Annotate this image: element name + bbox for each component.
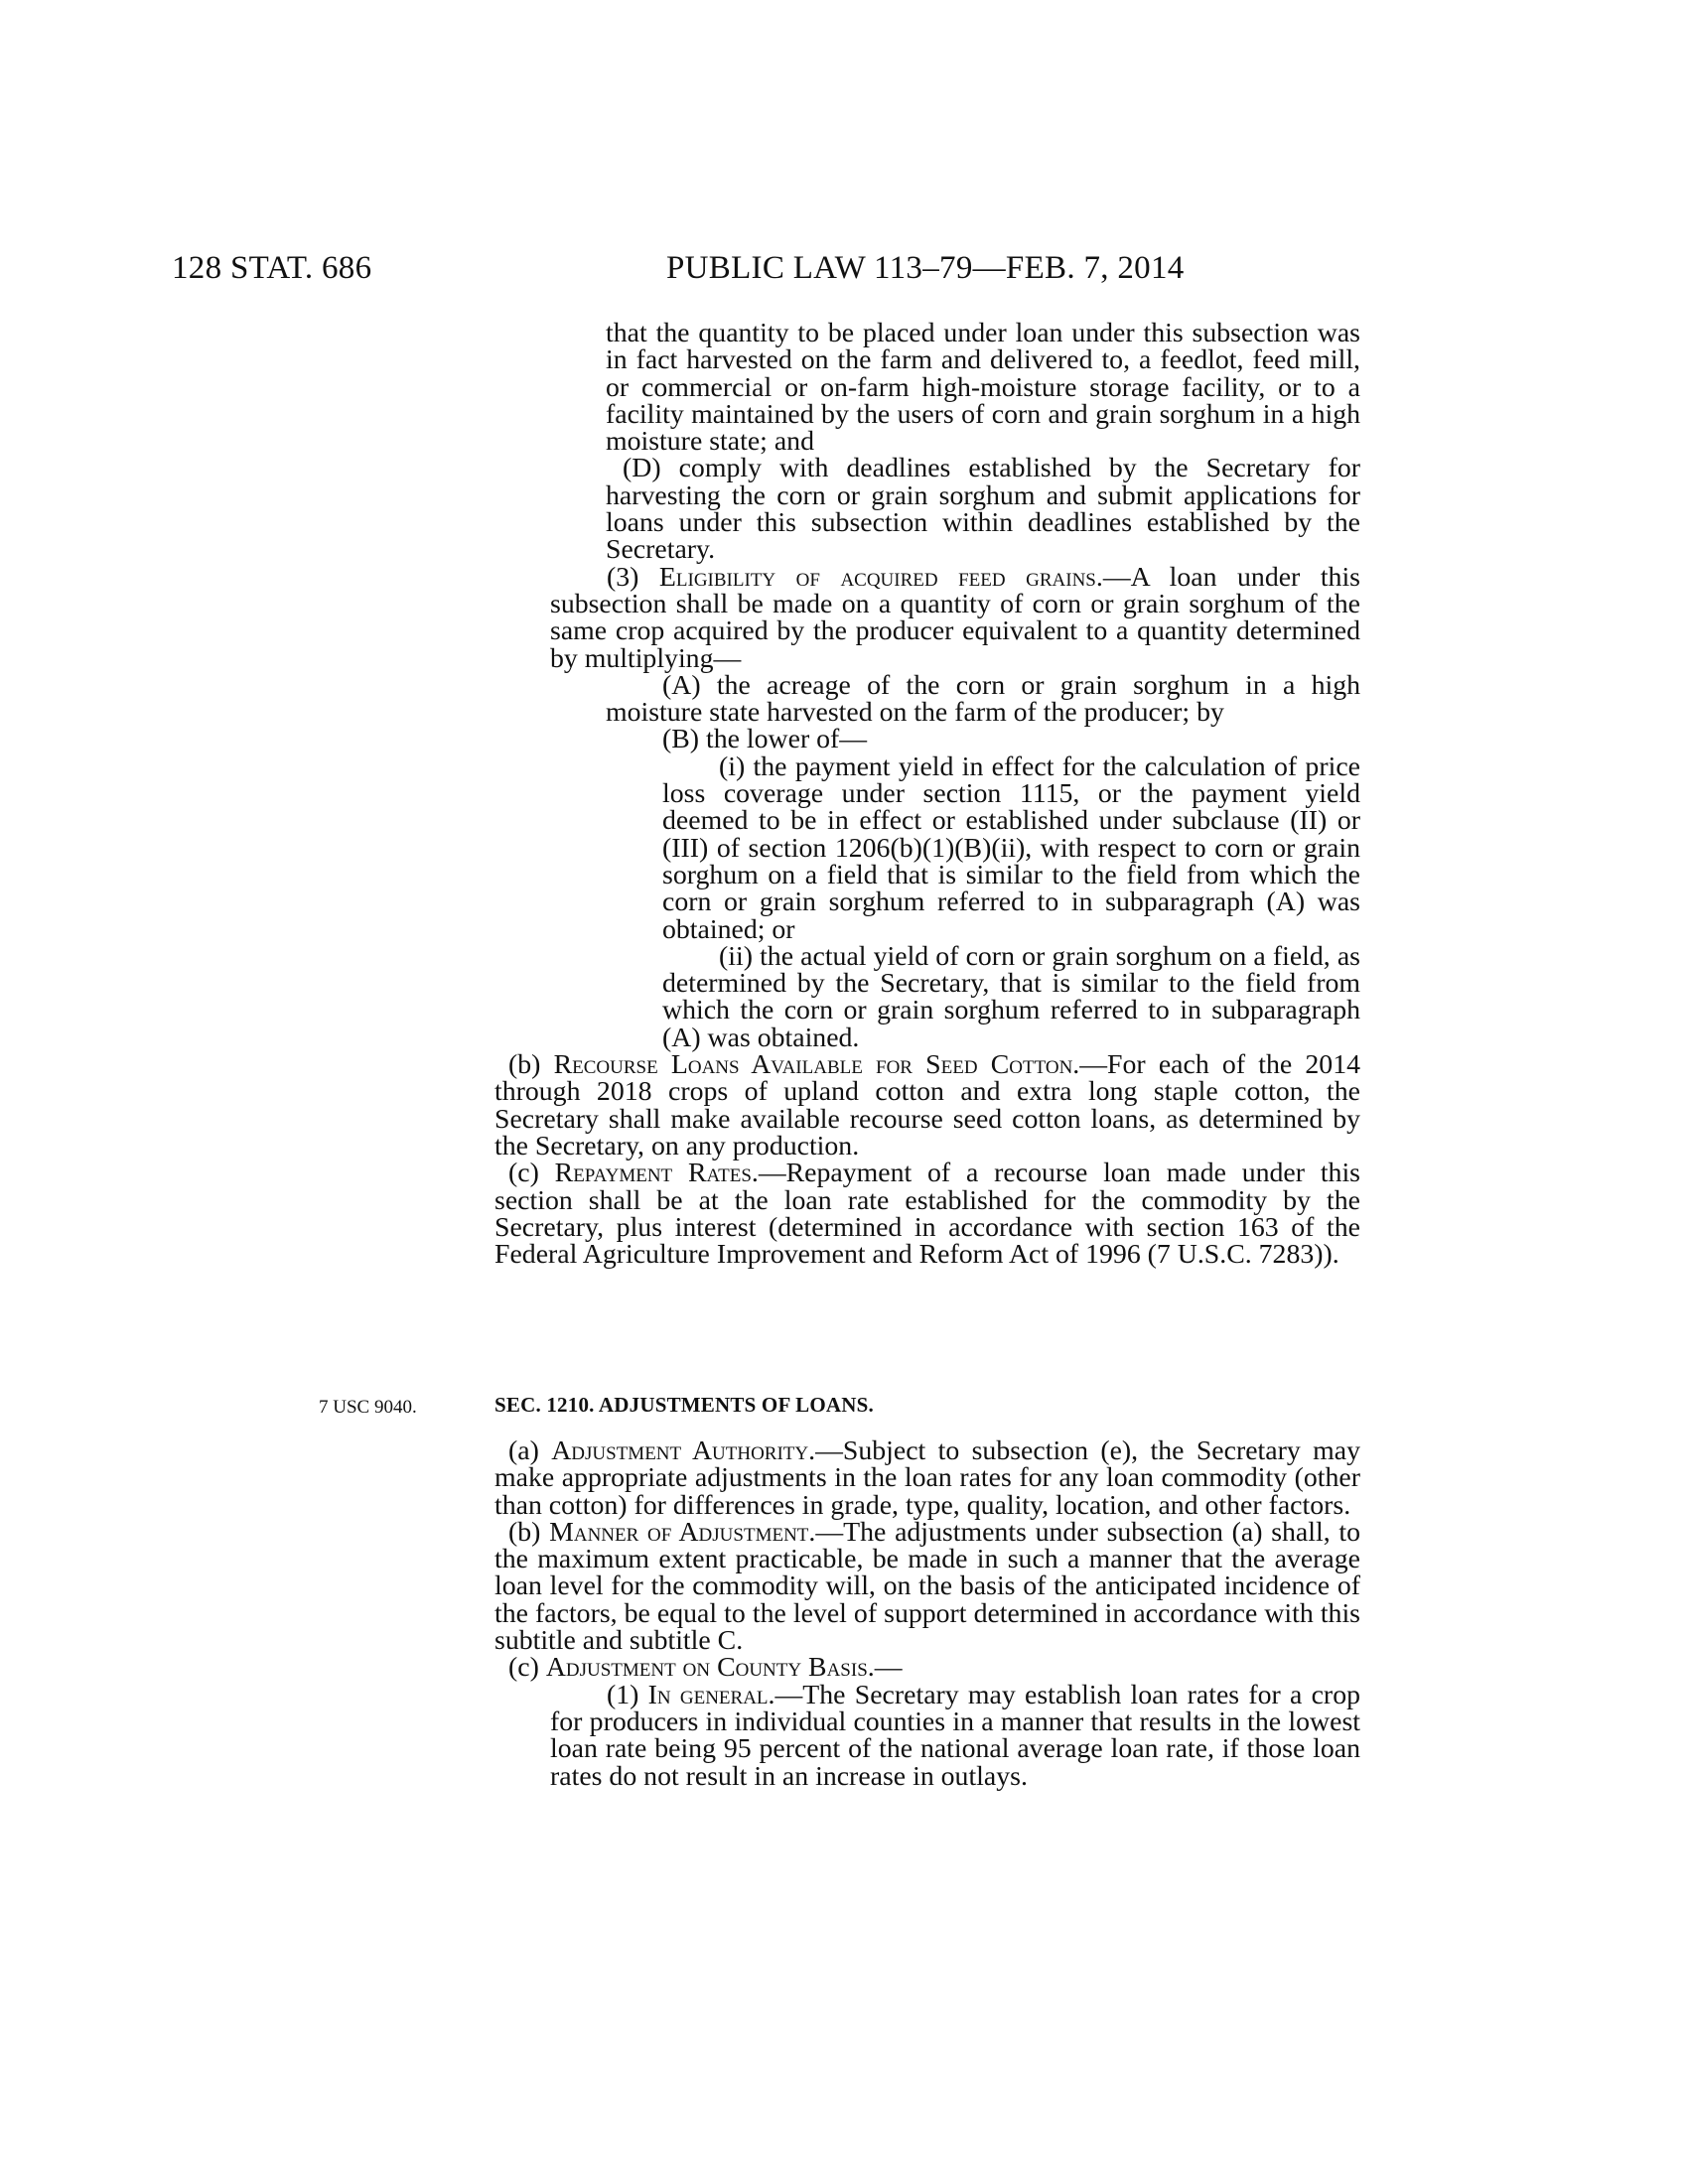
subsection-c-body: —Repayment of a recourse loan made under this section shall be at the loan rate established for the commodity by the Secretary, plus interest (determined in accordance with section 163 of the Federal Agriculture Improvement and Reform Act of 1996 (7 U.S.C. 7283)). bbox=[494, 1158, 1360, 1271]
paragraph-D: (D) comply with deadlines established by the Secretary for harvesting the corn or grain sorghum and submit applications for loans under this subsection within deadlines established by the Secretary. bbox=[606, 453, 1360, 566]
text-block-2 bbox=[494, 1437, 1360, 1790]
paragraph-3-body: —A loan under this subsection shall be made on a quantity of corn or grain sorghum of the same crop acquired by the producer equivalent to a quantity determined by multiplying— bbox=[550, 561, 1360, 674]
clause-ii: (ii) the actual yield of corn or grain sorghum on a field, as determined by the Secretary, that is similar to the field from which the corn or grain sorghum referred to in subparagraph (A) was obtained. bbox=[662, 940, 1360, 1053]
text-block-1 bbox=[494, 318, 1360, 1271]
section-heading: SEC. 1210. ADJUSTMENTS OF LOANS. bbox=[494, 1393, 874, 1417]
sec-1210-b-prefix: (b) bbox=[508, 1516, 550, 1548]
margin-citation: 7 USC 9040. bbox=[319, 1397, 417, 1418]
sec-1210-a-prefix: (a) bbox=[508, 1435, 552, 1466]
sec-1210-b-body: —The adjustments under subsection (a) shall, to the maximum extent practicable, be made in such a manner that the average loan level for the commodity will, on the basis of the anticipated incidence of the factors, be equal to the level of support determined in accordance with this subtitle and subtitle C. bbox=[494, 1516, 1360, 1657]
subsection-c-prefix: (c) bbox=[508, 1158, 555, 1189]
subsection-c-heading: Repayment Rates. bbox=[554, 1158, 759, 1189]
sec-1210-c-heading: Adjustment on County Basis. bbox=[545, 1652, 875, 1684]
paragraph-A: (A) the acreage of the corn or grain sorghum in a high moisture state harvested on the farm of the producer; by bbox=[606, 669, 1360, 729]
sec-1210-c-body: — bbox=[874, 1652, 903, 1684]
sec-1210-a-heading: Adjustment Authority. bbox=[551, 1435, 816, 1466]
sec-1210-b-heading: Manner of Adjustment. bbox=[549, 1516, 816, 1548]
paragraph-B: (B) the lower of— bbox=[662, 724, 868, 755]
subsection-b bbox=[494, 1051, 1360, 1160]
paragraph-3 bbox=[550, 561, 1360, 674]
sec-1210-a-body: —Subject to subsection (e), the Secretary may make appropriate adjustments in the loan rates for any loan commodity (other than cotton) for differences in grade, type, quality, location, and other factors. bbox=[494, 1435, 1360, 1521]
sec-1210-c-1-heading: In general. bbox=[647, 1679, 775, 1710]
page-stat-number: 128 STAT. 686 bbox=[172, 250, 372, 286]
paragraph-3-prefix: (3) bbox=[607, 561, 659, 593]
paragraph-continuation: that the quantity to be placed under loan under this subsection was in fact harvested on the farm and delivered to, a feedlot, feed mill, or commercial or on-farm high-moisture storage facility, or to a facility maintained by the users of corn and grain sorghum in a high moisture state; and bbox=[606, 318, 1360, 458]
subsection-c bbox=[494, 1158, 1360, 1271]
section-heading-block bbox=[494, 1392, 1360, 1419]
sec-1210-b bbox=[494, 1516, 1360, 1657]
subsection-b-prefix: (b) bbox=[508, 1049, 554, 1081]
sec-1210-c-1-body: —The Secretary may establish loan rates for a crop for producers in individual counties in a manner that results in the lowest loan rate being 95 percent of the national average loan rate, if those loan rates do not result in an increase in outlays. bbox=[550, 1679, 1360, 1792]
sec-1210-c bbox=[494, 1652, 1360, 1684]
clause-i: (i) the payment yield in effect for the calculation of price loss coverage under section 1115, or the payment yield deemed to be in effect or established under subclause (II) or (III) of section 1206(b)(1)(B)(ii), with respect to corn or grain sorghum on a field that is similar to the field from which the corn or grain sorghum referred to in subparagraph (A) was obtained; or bbox=[662, 751, 1360, 945]
subsection-b-heading: Recourse Loans Available for Seed Cotton. bbox=[553, 1049, 1080, 1081]
paragraph-3-heading: Eligibility of acquired feed grains. bbox=[658, 561, 1103, 593]
sec-1210-a bbox=[494, 1437, 1360, 1519]
sec-1210-c-prefix: (c) bbox=[508, 1652, 546, 1684]
sec-1210-c-1-prefix: (1) bbox=[607, 1679, 648, 1710]
sec-1210-c-1 bbox=[550, 1679, 1360, 1792]
running-header: PUBLIC LAW 113–79—FEB. 7, 2014 bbox=[666, 250, 1185, 286]
subsection-b-body: —For each of the 2014 through 2018 crops of upland cotton and extra long staple cotton, the Secretary shall make available recourse seed cotton loans, as determined by the Secretary, on any production. bbox=[494, 1049, 1360, 1161]
